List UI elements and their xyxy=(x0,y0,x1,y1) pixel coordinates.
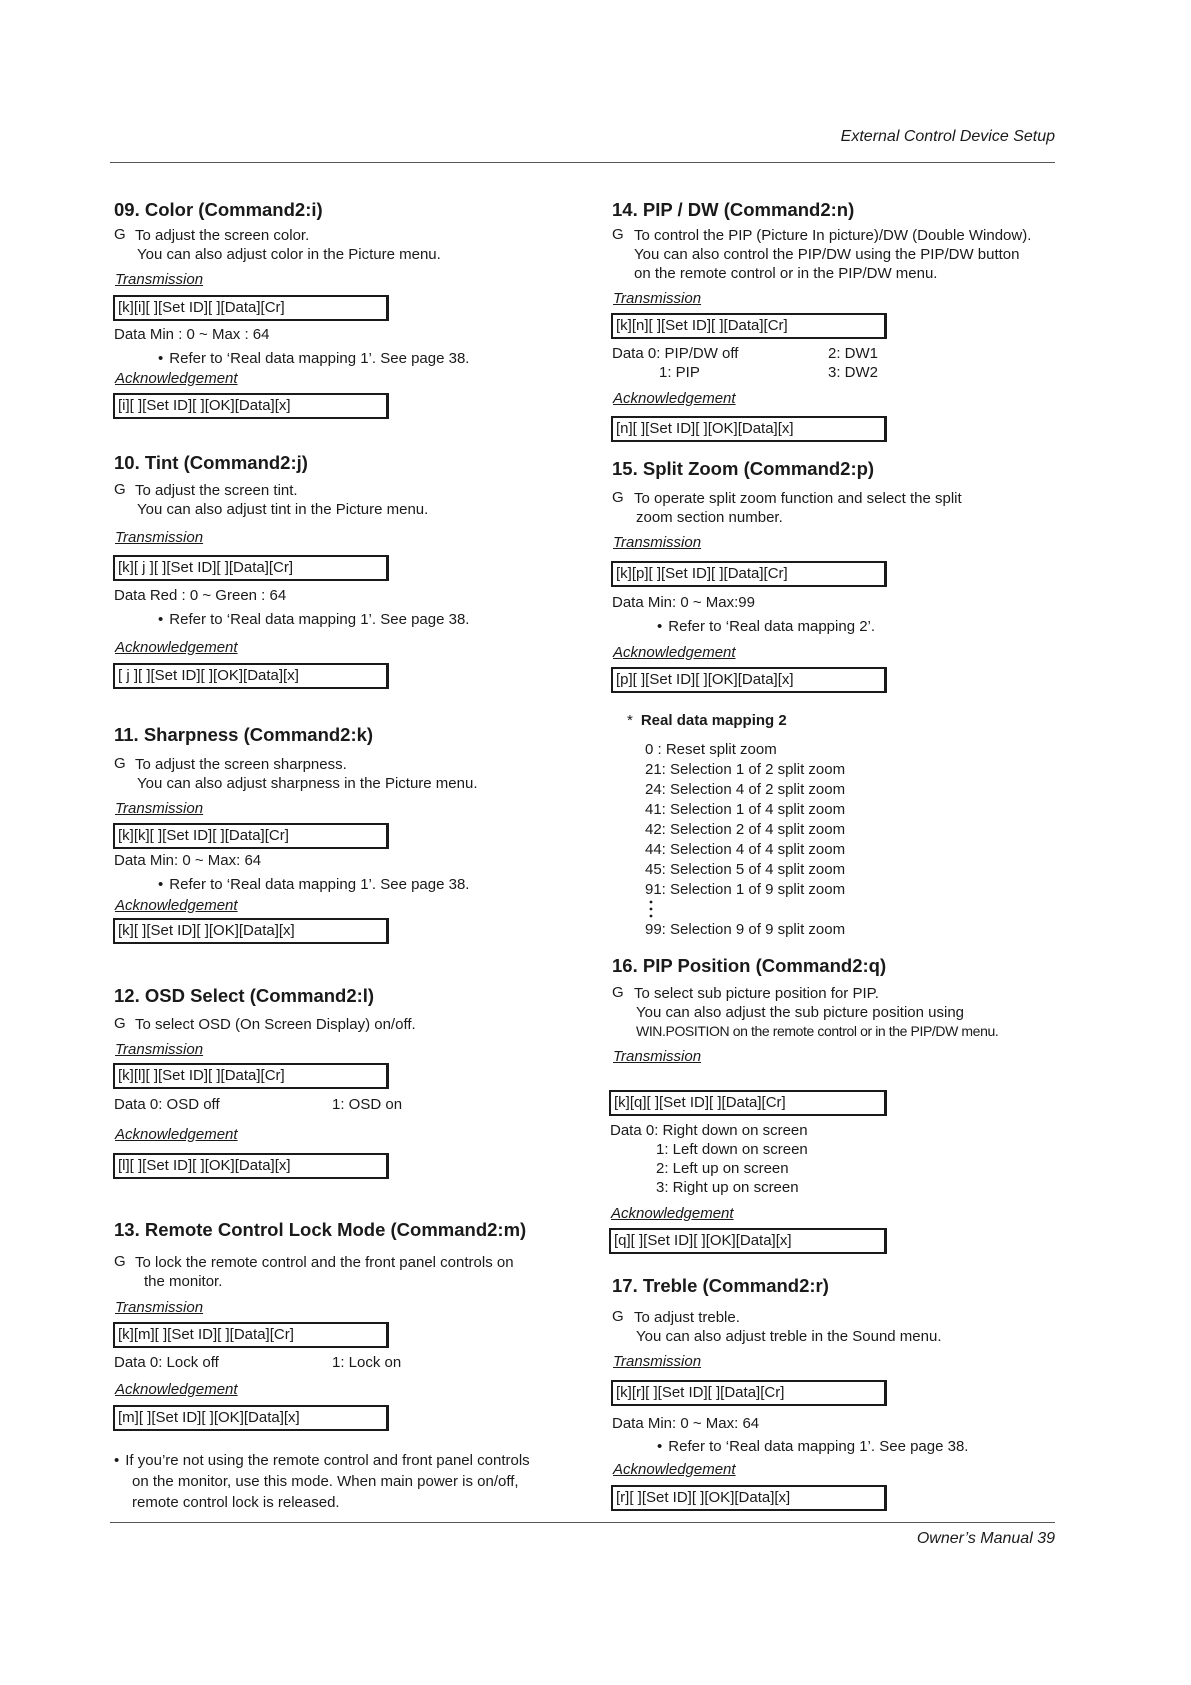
transmission-label: Transmission xyxy=(115,529,204,546)
transmission-code: [k][q][ ][Set ID][ ][Data][Cr] xyxy=(609,1090,887,1116)
acknowledgement-code: [k][ ][Set ID][ ][OK][Data][x] xyxy=(113,918,389,944)
mapping-row: 21: Selection 1 of 2 split zoom xyxy=(645,761,846,778)
mapping-note: • Refer to ‘Real data mapping 1’. See page 38. xyxy=(158,611,469,628)
mapping-row: 45: Selection 5 of 4 split zoom xyxy=(645,861,846,878)
description: You can also adjust sharpness in the Picture menu. xyxy=(137,775,478,792)
description: To control the PIP (Picture In picture)/DW (Double Window). xyxy=(634,227,1032,244)
section-title: 09. Color (Command2:i) xyxy=(114,199,323,220)
data-range: Data Min: 0 ~ Max:99 xyxy=(612,594,755,611)
mapping-row: 44: Selection 4 of 4 split zoom xyxy=(645,841,846,858)
transmission-code: [k][p][ ][Set ID][ ][Data][Cr] xyxy=(611,561,887,587)
transmission-label: Transmission xyxy=(115,1041,204,1058)
data-range: Data 0: OSD off xyxy=(114,1096,220,1113)
description: To lock the remote control and the front panel controls on xyxy=(135,1254,514,1271)
acknowledgement-label: Acknowledgement xyxy=(115,897,238,914)
usage-note: on the monitor, use this mode. When main power is on/off, xyxy=(132,1473,519,1490)
data-range: Data Min: 0 ~ Max: 64 xyxy=(114,852,262,869)
acknowledgement-label: Acknowledgement xyxy=(115,1126,238,1143)
transmission-code: [k][i][ ][Set ID][ ][Data][Cr] xyxy=(113,295,389,321)
data-range: Data 0: Right down on screen xyxy=(610,1122,808,1139)
bullet-glyph: G xyxy=(114,481,126,498)
bullet-glyph: G xyxy=(612,1308,624,1325)
acknowledgement-label: Acknowledgement xyxy=(613,644,736,661)
acknowledgement-label: Acknowledgement xyxy=(611,1205,734,1222)
mapping-row: 24: Selection 4 of 2 split zoom xyxy=(645,781,846,798)
description: To select sub picture position for PIP. xyxy=(634,985,879,1002)
description: You can also adjust treble in the Sound menu. xyxy=(636,1328,942,1345)
transmission-label: Transmission xyxy=(613,1353,702,1370)
section-title: 10. Tint (Command2:j) xyxy=(114,452,308,473)
section-title: 13. Remote Control Lock Mode (Command2:m) xyxy=(114,1219,527,1240)
data-range: Data Min : 0 ~ Max : 64 xyxy=(114,326,270,343)
transmission-label: Transmission xyxy=(613,290,702,307)
page-footer: Owner’s Manual 39 xyxy=(916,1530,1055,1547)
transmission-code: [k][r][ ][Set ID][ ][Data][Cr] xyxy=(611,1380,887,1406)
transmission-code: [k][l][ ][Set ID][ ][Data][Cr] xyxy=(113,1063,389,1089)
data-range: 2: Left up on screen xyxy=(656,1160,789,1177)
description: You can also adjust tint in the Picture menu. xyxy=(137,501,429,518)
mapping-note: • Refer to ‘Real data mapping 2’. xyxy=(657,618,875,635)
data-range: 1: Left down on screen xyxy=(656,1141,808,1158)
data-range: 3: Right up on screen xyxy=(656,1179,799,1196)
data-range: 3: DW2 xyxy=(828,364,879,381)
transmission-code: [k][m][ ][Set ID][ ][Data][Cr] xyxy=(113,1322,389,1348)
section-title: 15. Split Zoom (Command2:p) xyxy=(612,458,875,479)
description: To adjust the screen color. xyxy=(135,227,310,244)
transmission-code: [k][k][ ][Set ID][ ][Data][Cr] xyxy=(113,823,389,849)
section-title: 16. PIP Position (Command2:q) xyxy=(612,955,887,976)
data-range: Data 0: PIP/DW off xyxy=(612,345,739,362)
data-range: 1: Lock on xyxy=(332,1354,402,1371)
description: You can also control the PIP/DW using the PIP/DW button xyxy=(634,246,1020,263)
data-range: Data Red : 0 ~ Green : 64 xyxy=(114,587,287,604)
description: To operate split zoom function and select the split xyxy=(634,490,962,507)
mapping-note: • Refer to ‘Real data mapping 1’. See page 38. xyxy=(158,350,469,367)
acknowledgement-label: Acknowledgement xyxy=(613,390,736,407)
section-title: 12. OSD Select (Command2:l) xyxy=(114,985,375,1006)
bullet-glyph: G xyxy=(114,755,126,772)
acknowledgement-label: Acknowledgement xyxy=(115,639,238,656)
acknowledgement-code: [r][ ][Set ID][ ][OK][Data][x] xyxy=(611,1485,887,1511)
bullet-glyph: G xyxy=(114,1253,126,1270)
acknowledgement-code: [l][ ][Set ID][ ][OK][Data][x] xyxy=(113,1153,389,1179)
mapping-row: 41: Selection 1 of 4 split zoom xyxy=(645,801,846,818)
acknowledgement-label: Acknowledgement xyxy=(613,1461,736,1478)
data-range: Data Min: 0 ~ Max: 64 xyxy=(612,1415,760,1432)
acknowledgement-label: Acknowledgement xyxy=(115,370,238,387)
acknowledgement-code: [ j ][ ][Set ID][ ][OK][Data][x] xyxy=(113,663,389,689)
description: You can also adjust color in the Picture menu. xyxy=(137,246,441,263)
section-title: 11. Sharpness (Command2:k) xyxy=(114,724,374,745)
description: You can also adjust the sub picture position using xyxy=(636,1004,965,1021)
bullet-glyph: G xyxy=(612,489,624,506)
section-title: 14. PIP / DW (Command2:n) xyxy=(612,199,855,220)
vertical-ellipsis-icon xyxy=(648,899,654,921)
data-range: Data 0: Lock off xyxy=(114,1354,219,1371)
acknowledgement-label: Acknowledgement xyxy=(115,1381,238,1398)
transmission-label: Transmission xyxy=(115,271,204,288)
bullet-glyph: G xyxy=(612,984,624,1001)
data-range: 2: DW1 xyxy=(828,345,879,362)
mapping-row: 91: Selection 1 of 9 split zoom xyxy=(645,881,846,898)
acknowledgement-code: [p][ ][Set ID][ ][OK][Data][x] xyxy=(611,667,887,693)
mapping-row: 0 : Reset split zoom xyxy=(645,741,777,758)
description: the monitor. xyxy=(144,1273,223,1290)
description: To adjust the screen tint. xyxy=(135,482,298,499)
description: WIN.POSITION on the remote control or in the PIP/DW menu. xyxy=(636,1023,999,1039)
acknowledgement-code: [q][ ][Set ID][ ][OK][Data][x] xyxy=(609,1228,887,1254)
transmission-label: Transmission xyxy=(115,800,204,817)
description: zoom section number. xyxy=(636,509,783,526)
acknowledgement-code: [n][ ][Set ID][ ][OK][Data][x] xyxy=(611,416,887,442)
acknowledgement-code: [i][ ][Set ID][ ][OK][Data][x] xyxy=(113,393,389,419)
usage-note: remote control lock is released. xyxy=(132,1494,340,1511)
description: To adjust the screen sharpness. xyxy=(135,756,347,773)
transmission-label: Transmission xyxy=(613,534,702,551)
section-title: 17. Treble (Command2:r) xyxy=(612,1275,829,1296)
header-rule xyxy=(110,162,1055,163)
mapping-2-title: * Real data mapping 2 xyxy=(627,712,787,729)
transmission-label: Transmission xyxy=(613,1048,702,1065)
data-range: 1: OSD on xyxy=(332,1096,403,1113)
transmission-label: Transmission xyxy=(115,1299,204,1316)
description: on the remote control or in the PIP/DW menu. xyxy=(634,265,938,282)
usage-note: • If you’re not using the remote control and front panel controls xyxy=(114,1452,530,1469)
mapping-note: • Refer to ‘Real data mapping 1’. See page 38. xyxy=(158,876,469,893)
running-header: External Control Device Setup xyxy=(840,128,1055,145)
description: To adjust treble. xyxy=(634,1309,740,1326)
footer-rule xyxy=(110,1522,1055,1523)
bullet-glyph: G xyxy=(114,226,126,243)
transmission-code: [k][ j ][ ][Set ID][ ][Data][Cr] xyxy=(113,555,389,581)
mapping-row: 42: Selection 2 of 4 split zoom xyxy=(645,821,846,838)
data-range: 1: PIP xyxy=(659,364,700,381)
acknowledgement-code: [m][ ][Set ID][ ][OK][Data][x] xyxy=(113,1405,389,1431)
mapping-note: • Refer to ‘Real data mapping 1’. See page 38. xyxy=(657,1438,968,1455)
mapping-row: 99: Selection 9 of 9 split zoom xyxy=(645,921,846,938)
transmission-code: [k][n][ ][Set ID][ ][Data][Cr] xyxy=(611,313,887,339)
bullet-glyph: G xyxy=(612,226,624,243)
description: To select OSD (On Screen Display) on/off. xyxy=(135,1016,416,1033)
bullet-glyph: G xyxy=(114,1015,126,1032)
